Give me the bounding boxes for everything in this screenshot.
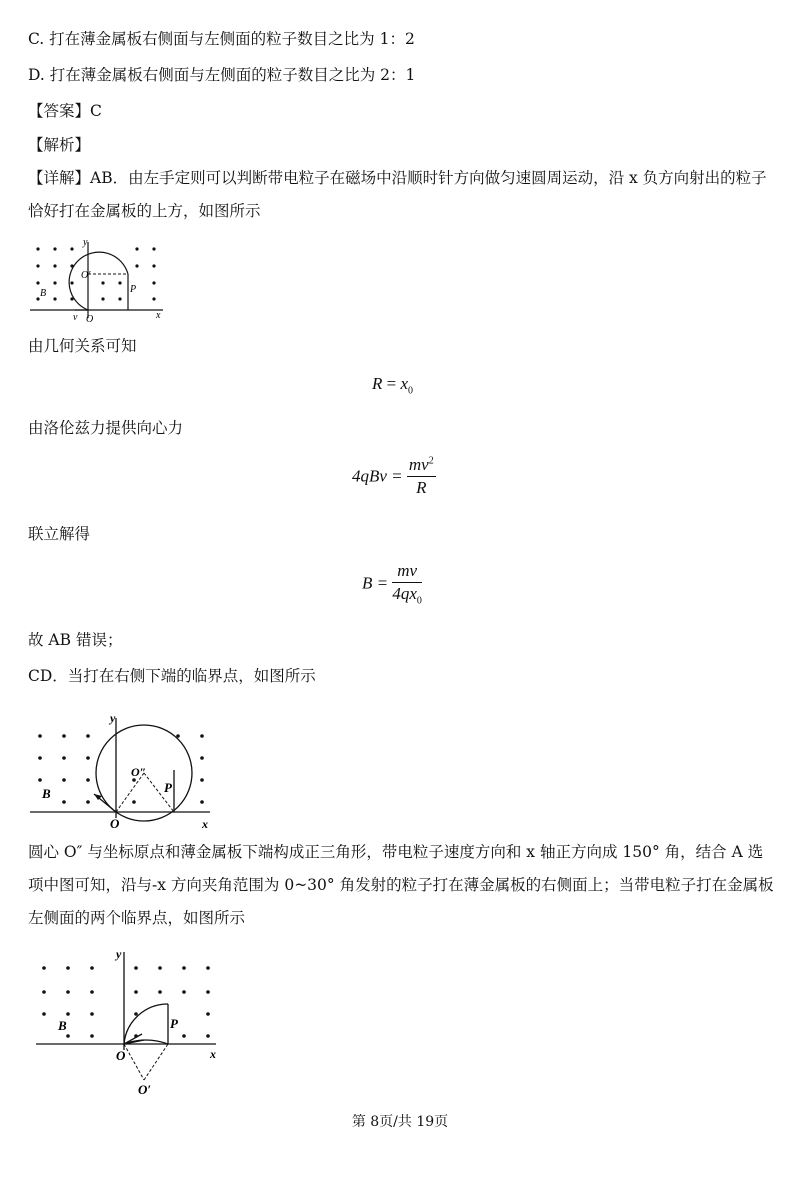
eq1-sub: 0 [408,385,414,397]
fig2-x-label: x [202,817,208,831]
fig3-p-label: P [170,1016,178,1031]
detail-paragraph: 【详解】AB．由左手定则可以判断带电粒子在磁场中沿顺时针方向做匀速圆周运动，沿 x 负方向射出的粒子恰好打在金属板的上方，如图所示 [28,169,767,220]
solve-text: 联立解得 [28,525,91,543]
page-footer: 第 8页/共 19页 [351,1114,449,1130]
fig1-y-label: y [83,237,88,248]
answer-line: 【答案】C [28,102,102,120]
lorentz-text: 由洛伦兹力提供向心力 [28,419,184,437]
eq3-lhs: B = [362,573,393,593]
fig3-y-label: y [116,947,122,961]
fig1-x-label: x [156,310,161,321]
fig3-x-label: x [210,1047,216,1061]
fig3-center-label: O′ [138,1082,152,1097]
radius-dash-2 [144,1044,168,1080]
option-d: D. 打在薄金属板右侧面与左侧面的粒子数目之比为 2：1 [28,66,416,84]
figure-1-diagram [28,236,168,324]
equation-1 [372,374,413,396]
fig2-p-label: P [164,780,172,795]
geo-relation-text: 由几何关系可知 [28,337,137,355]
fig3-o-label: O [116,1048,126,1063]
field-dots [42,966,210,1038]
fig3-b-label: B [58,1018,67,1033]
equation-3 [362,561,422,606]
field-dots [38,734,204,804]
fig2-o-label: O [110,816,120,831]
eq2-sup: 2 [428,455,434,467]
eq1-rhs: x [400,374,409,393]
option-c: C. 打在薄金属板右侧面与左侧面的粒子数目之比为 1：2 [28,30,415,48]
eq3-numerator: mv [392,561,422,583]
figure-3-diagram [36,946,228,1098]
eq3-denominator: 4qx [392,584,417,603]
eq1-lhs: R [372,374,383,393]
fig1-o-label: O [86,314,94,324]
fig1-v-label: v [73,312,78,323]
fig1-center-label: O′ [81,270,91,281]
eq2-lhs: 4qBv = [352,466,407,486]
analysis-label: 【解析】 [28,136,91,154]
eq1-equals: = [382,374,401,393]
ab-wrong-text: 故 AB 错误； [28,631,123,649]
fig2-b-label: B [42,786,51,801]
fig2-center-label: O″ [131,765,147,779]
cd-analysis-paragraph: 圆心 O″ 与坐标原点和薄金属板下端构成正三角形，带电粒子速度方向和 x 轴正方向成 150° 角，结合 A 选项中图可知，沿与-x 方向夹角范围为 0~30° 角发射的粒子打在薄金属板的右侧面上；当带电粒子打在金属板左侧面的两个临界点，如图所示 [28,843,774,927]
trajectory-arc [69,252,128,310]
cd-intro-text: CD．当打在右侧下端的临界点，如图所示 [28,667,316,685]
eq3-sub: 0 [416,595,422,607]
eq2-denominator: R [416,478,427,497]
radius-dash-1 [124,1044,144,1080]
fig1-p-label: P [130,284,137,295]
equation-2 [352,455,436,498]
fig1-b-label: B [40,288,47,299]
figure-2-diagram [28,710,223,832]
trajectory-arc-large [124,1004,168,1044]
eq2-numerator: mv [408,455,429,474]
fig2-y-label: y [110,711,116,725]
